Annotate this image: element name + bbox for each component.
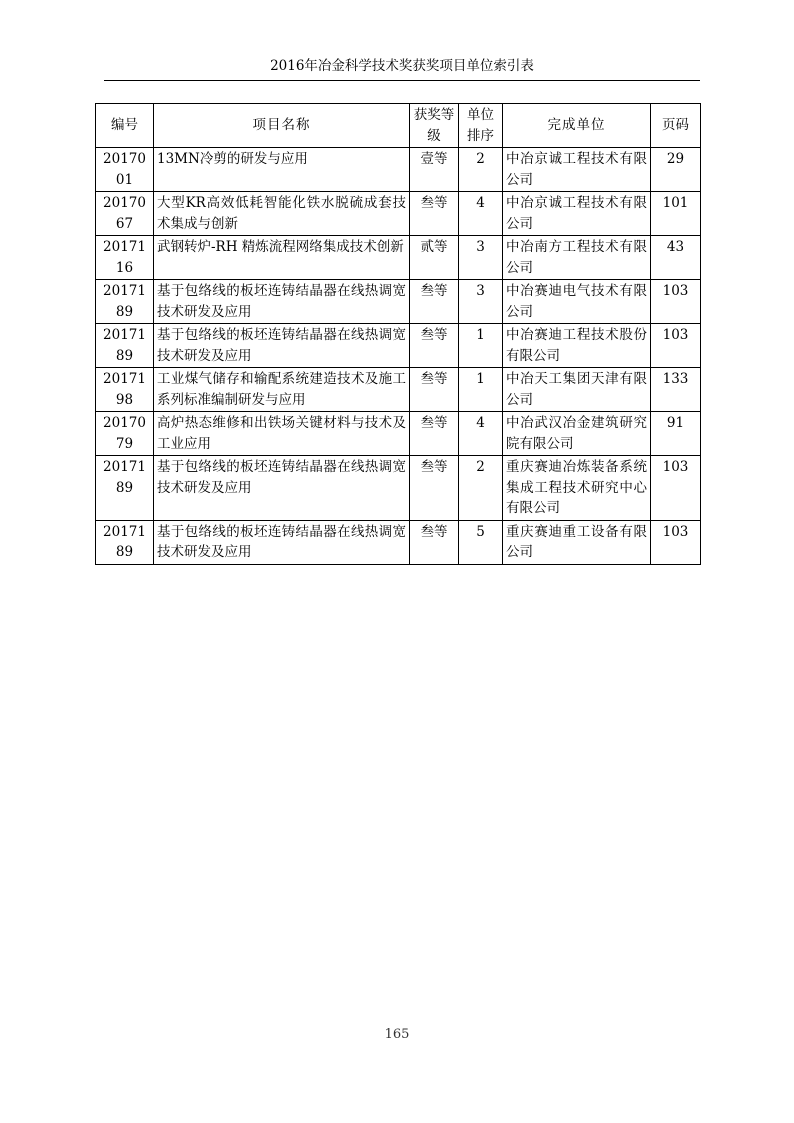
cell-code: 2017189 [96,280,154,324]
cell-project-name: 大型KR高效低耗智能化铁水脱硫成套技术集成与创新 [154,192,410,236]
page-header-title: 2016年冶金科学技术奖获奖项目单位索引表 [270,58,534,74]
cell-code: 2017189 [96,324,154,368]
page-number: 165 [384,1027,410,1042]
cell-award-grade: 叁等 [410,368,459,412]
col-header-rank: 单位排序 [459,104,503,148]
cell-completing-unit: 重庆赛迪重工设备有限公司 [503,520,651,564]
table-row [96,412,701,456]
cell-code: 2017189 [96,456,154,521]
cell-page-number: 133 [651,368,701,412]
table-row [96,456,701,521]
cell-code: 2017079 [96,412,154,456]
cell-project-name: 工业煤气储存和输配系统建造技术及施工系列标准编制研发与应用 [154,368,410,412]
cell-project-name: 高炉热态维修和出铁场关键材料与技术及工业应用 [154,412,410,456]
table-row [96,192,701,236]
cell-award-grade: 叁等 [410,324,459,368]
cell-page-number: 43 [651,236,701,280]
cell-project-name: 基于包络线的板坯连铸结晶器在线热调宽技术研发及应用 [154,520,410,564]
table-row [96,148,701,192]
table-row [96,236,701,280]
cell-page-number: 103 [651,280,701,324]
cell-award-grade: 叁等 [410,280,459,324]
cell-completing-unit: 中冶京诚工程技术有限公司 [503,148,651,192]
cell-code: 2017001 [96,148,154,192]
cell-unit-rank: 1 [459,368,503,412]
col-header-code: 编号 [96,104,154,148]
cell-completing-unit: 中冶南方工程技术有限公司 [503,236,651,280]
cell-project-name: 基于包络线的板坯连铸结晶器在线热调宽技术研发及应用 [154,280,410,324]
cell-page-number: 29 [651,148,701,192]
header-divider [104,80,700,81]
cell-project-name: 13MN冷剪的研发与应用 [154,148,410,192]
cell-award-grade: 壹等 [410,148,459,192]
cell-page-number: 103 [651,520,701,564]
cell-page-number: 101 [651,192,701,236]
table-body [96,148,701,565]
cell-unit-rank: 4 [459,412,503,456]
cell-project-name: 基于包络线的板坯连铸结晶器在线热调宽技术研发及应用 [154,456,410,521]
cell-award-grade: 叁等 [410,192,459,236]
cell-project-name: 基于包络线的板坯连铸结晶器在线热调宽技术研发及应用 [154,324,410,368]
table-header-row [96,104,701,148]
cell-unit-rank: 5 [459,520,503,564]
cell-award-grade: 叁等 [410,456,459,521]
cell-unit-rank: 2 [459,148,503,192]
cell-completing-unit: 中冶赛迪电气技术有限公司 [503,280,651,324]
cell-page-number: 103 [651,456,701,521]
cell-unit-rank: 3 [459,280,503,324]
col-header-name: 项目名称 [154,104,410,148]
cell-unit-rank: 4 [459,192,503,236]
cell-page-number: 103 [651,324,701,368]
cell-code: 2017198 [96,368,154,412]
cell-completing-unit: 中冶天工集团天津有限公司 [503,368,651,412]
cell-code: 2017116 [96,236,154,280]
cell-code: 2017067 [96,192,154,236]
award-index-table [95,103,701,565]
table-row [96,520,701,564]
table-row [96,280,701,324]
col-header-page: 页码 [651,104,701,148]
cell-unit-rank: 1 [459,324,503,368]
cell-unit-rank: 3 [459,236,503,280]
cell-completing-unit: 中冶赛迪工程技术股份有限公司 [503,324,651,368]
col-header-grade: 获奖等级 [410,104,459,148]
cell-completing-unit: 中冶武汉冶金建筑研究院有限公司 [503,412,651,456]
cell-page-number: 91 [651,412,701,456]
cell-project-name: 武钢转炉-RH 精炼流程网络集成技术创新 [154,236,410,280]
col-header-unit: 完成单位 [503,104,651,148]
cell-completing-unit: 中冶京诚工程技术有限公司 [503,192,651,236]
cell-code: 2017189 [96,520,154,564]
table-row [96,324,701,368]
cell-completing-unit: 重庆赛迪冶炼装备系统集成工程技术研究中心有限公司 [503,456,651,521]
cell-award-grade: 叁等 [410,520,459,564]
table-row [96,368,701,412]
cell-award-grade: 叁等 [410,412,459,456]
cell-award-grade: 贰等 [410,236,459,280]
cell-unit-rank: 2 [459,456,503,521]
